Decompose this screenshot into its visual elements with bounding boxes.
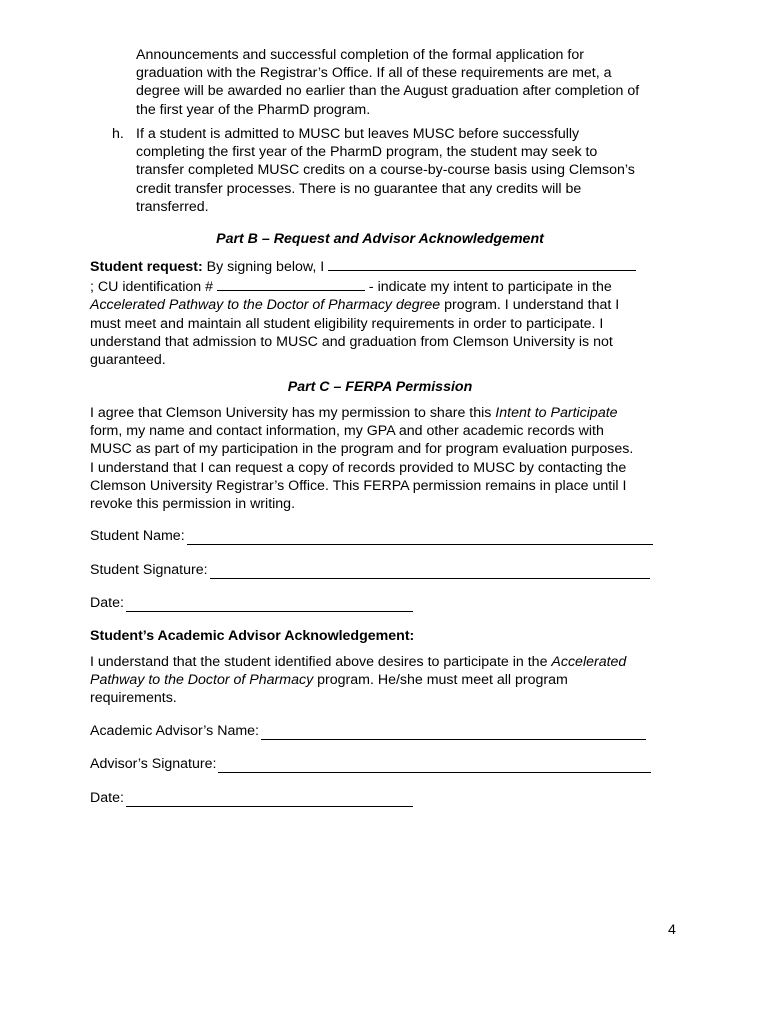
- advisor-paragraph: [90, 653, 680, 708]
- text-line: [90, 404, 680, 422]
- cu-id-inline-blank[interactable]: [217, 276, 365, 291]
- student-name-inline-blank[interactable]: [328, 256, 636, 271]
- text-span: - indicate my intent to participate in the: [364, 279, 612, 296]
- italic-span: Accelerated: [551, 654, 627, 670]
- field-label: Student Signature:: [90, 562, 208, 578]
- program-name: Accelerated Pathway to the Doctor of Pharmacy degree: [90, 297, 441, 314]
- text-line: Announcements and successful completion of the formal application for: [136, 47, 584, 63]
- text-line: guaranteed.: [90, 352, 166, 369]
- text-line: must meet and maintain all student eligibility requirements in order to participate. I: [90, 315, 604, 332]
- student-request-paragraph: [90, 256, 680, 369]
- text-line: revoke this permission in writing.: [90, 496, 296, 513]
- student-signature-line[interactable]: [210, 562, 650, 579]
- text-line: completing the first year of the PharmD program, the student may seek to: [136, 144, 598, 161]
- text-line: I understand that I can request a copy of records provided to MUSC by contacting the: [90, 459, 627, 476]
- advisor-signature-line[interactable]: [218, 756, 651, 773]
- text-line: form, my name and contact information, my GPA and other academic records with: [90, 423, 604, 440]
- advisor-heading: Student’s Academic Advisor Acknowledgement:: [90, 628, 415, 644]
- text-span: program. I understand that I: [440, 297, 620, 314]
- student-name-field: [90, 527, 653, 545]
- text-span: By signing below, I: [202, 259, 329, 275]
- advisor-name-line[interactable]: [261, 723, 646, 740]
- text-line: [90, 296, 680, 314]
- field-label: Date:: [90, 595, 124, 611]
- field-label: Academic Advisor’s Name:: [90, 723, 260, 739]
- continuation-paragraph: [136, 46, 696, 119]
- ferpa-paragraph: [90, 404, 680, 513]
- student-date-field: [90, 594, 413, 612]
- student-name-line[interactable]: [187, 528, 653, 545]
- advisor-signature-field: [90, 755, 651, 773]
- text-line: If a student is admitted to MUSC but leaves MUSC before successfully: [136, 126, 580, 142]
- text-line: [90, 671, 680, 689]
- text-line: [90, 653, 680, 671]
- text-line: the first year of the PharmD program.: [136, 101, 371, 118]
- italic-span: Pathway to the Doctor of Pharmacy: [90, 672, 314, 689]
- text-line: transferred.: [136, 198, 209, 215]
- list-item-text: [136, 125, 696, 216]
- text-line: requirements.: [90, 690, 177, 707]
- part-b-heading: Part B – Request and Advisor Acknowledgement: [216, 231, 544, 247]
- form-name: Intent to Participate: [495, 405, 618, 421]
- text-span: I agree that Clemson University has my permission to share this: [90, 405, 496, 421]
- text-line: MUSC as part of my participation in the program and for program evaluation purposes.: [90, 441, 634, 458]
- field-label: Date:: [90, 790, 124, 806]
- advisor-date-field: [90, 789, 413, 807]
- list-item-label: h.: [112, 126, 124, 142]
- part-c-heading: Part C – FERPA Permission: [287, 379, 473, 395]
- student-date-line[interactable]: [126, 595, 413, 612]
- student-request-lead: Student request:: [90, 259, 203, 275]
- text-line: transfer completed MUSC credits on a course-by-course basis using Clemson’s: [136, 162, 635, 179]
- text-line: graduation with the Registrar’s Office. If all of these requirements are met, a: [136, 65, 612, 82]
- text-line: degree will be awarded no earlier than the August graduation after completion of: [136, 83, 640, 100]
- text-span: ; CU identification #: [90, 279, 217, 296]
- text-line: understand that admission to MUSC and graduation from Clemson University is not: [90, 333, 613, 350]
- advisor-date-line[interactable]: [126, 790, 413, 807]
- text-line: [90, 276, 680, 296]
- advisor-name-field: [90, 722, 646, 740]
- field-label: Advisor’s Signature:: [90, 756, 217, 772]
- text-span: program. He/she must meet all program: [313, 672, 568, 689]
- page-number: 4: [668, 922, 676, 938]
- text-line: credit transfer processes. There is no guarantee that any credits will be: [136, 180, 582, 197]
- text-line: Clemson University Registrar’s Office. This FERPA permission remains in place until I: [90, 477, 627, 494]
- field-label: Student Name:: [90, 528, 185, 544]
- text-line: [90, 256, 680, 276]
- text-span: I understand that the student identified above desires to participate in the: [90, 654, 552, 670]
- student-signature-field: [90, 561, 650, 579]
